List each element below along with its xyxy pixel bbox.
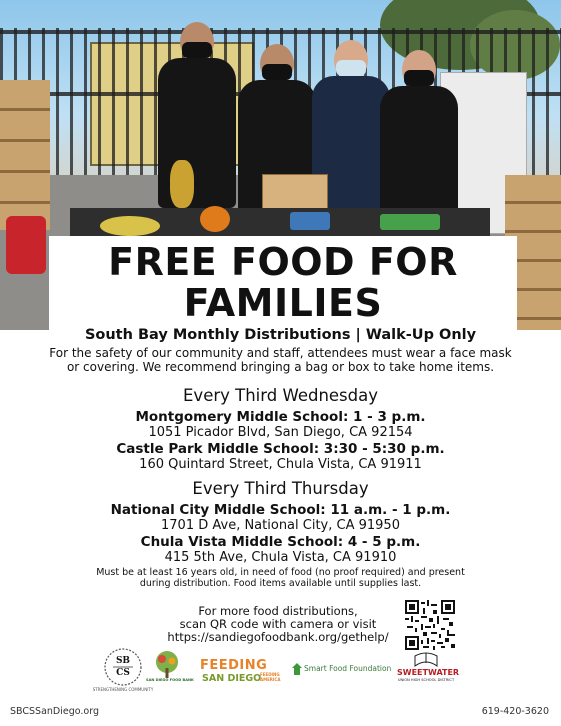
- feeding-san-diego-logo: [200, 658, 285, 686]
- title-line-2: FAMILIES: [183, 281, 383, 325]
- footer-phone: 619-420-3620: [481, 706, 549, 717]
- thursday-site-2-name: Chula Vista Middle School: 4 - 5 p.m.: [140, 534, 421, 550]
- title-line-1: FREE FOOD FOR: [108, 240, 458, 284]
- produce: [290, 212, 330, 230]
- sweetwater-text: SWEETWATER: [397, 668, 460, 677]
- qr-code[interactable]: [405, 600, 455, 650]
- more-line-2: scan QR code with camera or visit: [179, 617, 377, 631]
- sbcs-mark: SB CS: [115, 656, 131, 678]
- food-bank-small-text: SAN DIEGO FOOD BANK: [146, 678, 194, 682]
- feeding-america-partner: FEEDING AMERICA: [260, 672, 281, 682]
- safety-line-2: or covering. We recommend bringing a bag or box to take home items.: [66, 360, 495, 374]
- eligibility-line-1: Must be at least 16 years old, in need of food (no proof required) and present: [96, 567, 465, 578]
- smart-food-text: Smart Food Foundation: [304, 664, 392, 673]
- pineapple: [170, 160, 194, 208]
- feeding-word: FEEDING: [200, 658, 268, 673]
- wednesday-site-2-name: Castle Park Middle School: 3:30 - 5:30 p.m.: [116, 441, 445, 457]
- feeding-city: SAN DIEGO: [202, 673, 262, 684]
- tree-icon: [150, 650, 184, 678]
- house-icon: [292, 663, 302, 675]
- smart-food-foundation-logo: [292, 663, 392, 677]
- thursday-heading: Every Third Thursday: [192, 479, 369, 498]
- eligibility-line-2: during distribution. Food items available until supplies last.: [139, 578, 422, 589]
- wednesday-site-1-address: 1051 Picador Blvd, San Diego, CA 92154: [148, 425, 413, 440]
- more-info: [118, 605, 438, 644]
- food-bank-link[interactable]: https://sandiegofoodbank.org/gethelp/: [167, 630, 389, 644]
- sbcs-logo: [92, 647, 154, 692]
- sweetwater-sub-text: UNION HIGH SCHOOL DISTRICT: [397, 678, 455, 682]
- fence-rail: [0, 30, 561, 34]
- wednesday-heading: Every Third Wednesday: [183, 386, 378, 405]
- more-line-1: For more food distributions,: [198, 604, 358, 618]
- thursday-site-1-address: 1701 D Ave, National City, CA 91950: [161, 518, 400, 533]
- produce: [100, 216, 160, 236]
- flyer-title: [49, 242, 517, 324]
- thursday-site-1-name: National City Middle School: 11 a.m. - 1 p.m.: [110, 502, 451, 518]
- subtitle: South Bay Monthly Distributions | Walk-Up Only: [84, 327, 477, 343]
- red-cooler: [6, 216, 46, 274]
- wednesday-site-1-name: Montgomery Middle School: 1 - 3 p.m.: [135, 409, 426, 425]
- san-diego-food-bank-logo: [146, 650, 194, 688]
- safety-line-1: For the safety of our community and staff, attendees must wear a face mask: [49, 346, 512, 360]
- book-icon: [397, 652, 455, 668]
- stacked-boxes: [0, 80, 50, 230]
- produce: [200, 206, 230, 232]
- sweetwater-logo: [397, 652, 460, 688]
- footer-website[interactable]: SBCSSanDiego.org: [10, 706, 99, 717]
- wednesday-site-2-address: 160 Quintard Street, Chula Vista, CA 91911: [139, 457, 422, 472]
- produce: [380, 214, 440, 230]
- sbcs-ring-text: STRENGTHENING COMMUNITY: [92, 687, 154, 692]
- thursday-site-2-address: 415 5th Ave, Chula Vista, CA 91910: [164, 550, 397, 565]
